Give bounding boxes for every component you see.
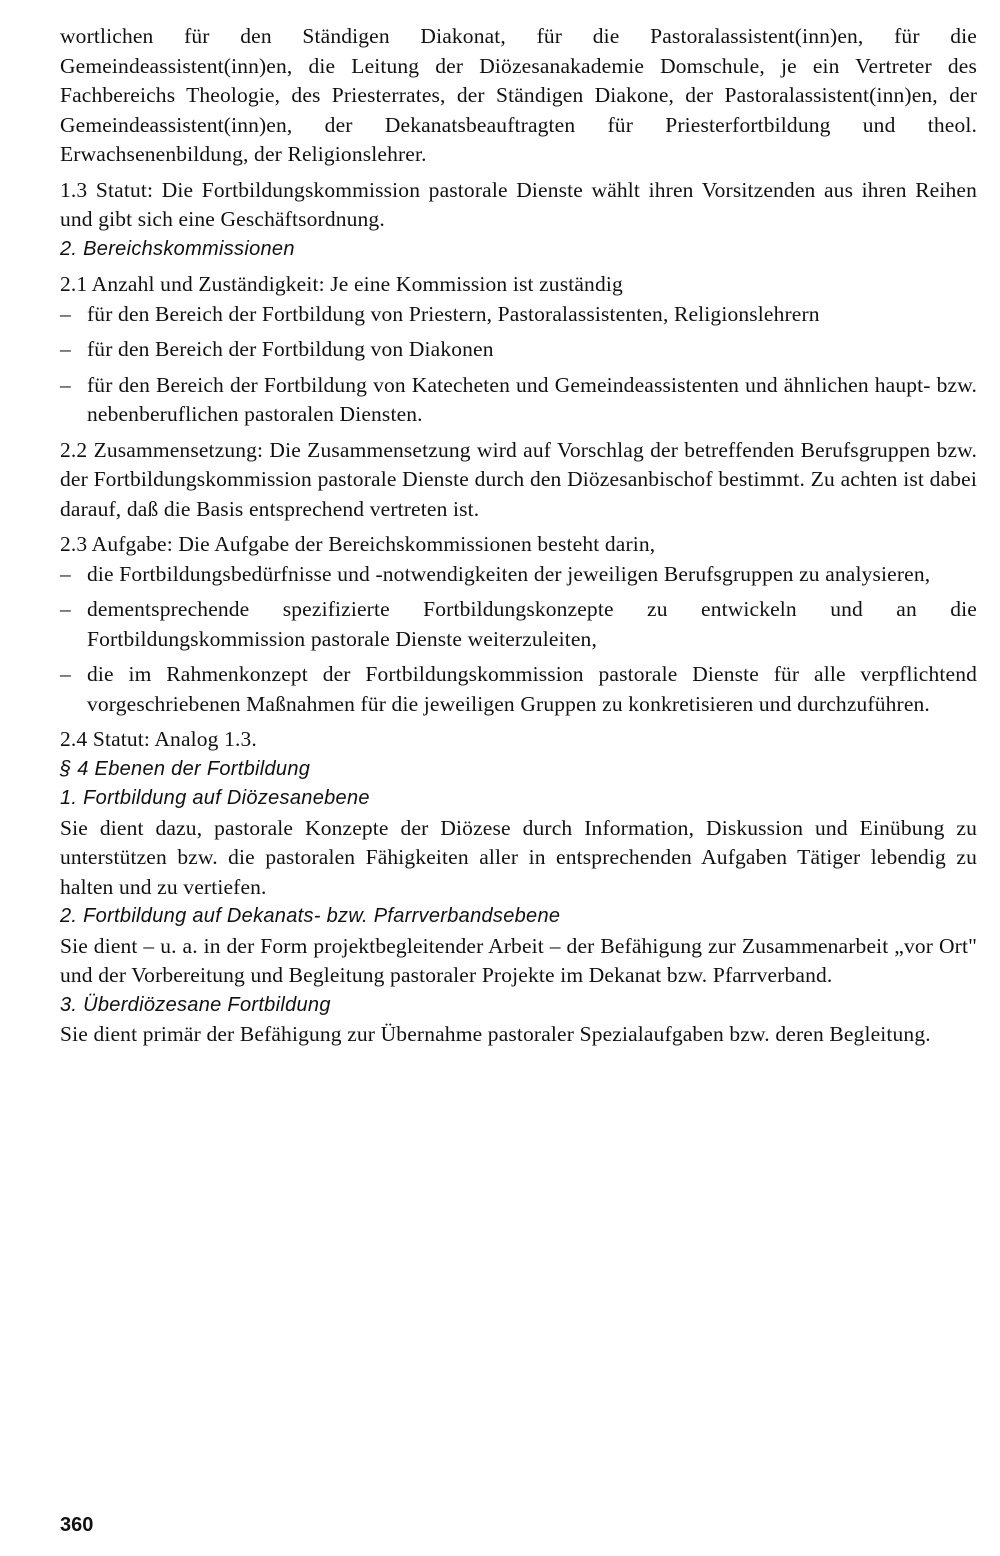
subsection-1-text: Sie dient dazu, pastorale Konzepte der Diözese durch Information, Diskussion und Einübung zu unterstützen bzw. die pastoralen Fähigkeiten aller in entsprechenden Aufgaben Tätiger lebendig zu halten und zu vertiefen. (60, 815, 977, 899)
subsection-2-heading: 2. Fortbildung auf Dekanats- bzw. Pfarrverbandsebene (60, 905, 561, 927)
list-2-1 (60, 300, 977, 430)
section-4-heading: § 4 Ebenen der Fortbildung (60, 757, 311, 780)
list-2-3 (60, 560, 977, 720)
subsection-3-text: Sie dient primär der Befähigung zur Übernahme pastoraler Spezialaufgaben bzw. deren Begleitung. (60, 1022, 931, 1046)
page-number: 360 (60, 1514, 94, 1536)
list-dash: – (60, 337, 71, 361)
document-page (60, 22, 977, 1050)
list-dash: – (60, 561, 71, 586)
subsection-3-heading: 3. Überdiözesane Fortbildung (60, 993, 331, 1016)
list-item-text: die im Rahmenkonzept der Fortbildungskommission pastorale Dienste für alle verpflichtend vorgeschriebenen Maßnahmen für die jeweiligen Gruppen zu konkretisieren und durchzuführen. (87, 662, 977, 716)
list-item (60, 300, 977, 330)
list-item-text: für den Bereich der Fortbildung von Diakonen (87, 337, 494, 361)
subsection-1-heading: 1. Fortbildung auf Diözesanebene (60, 787, 370, 809)
paragraph-2-4: 2.4 Statut: Analog 1.3. (60, 727, 257, 751)
list-item-text: die Fortbildungsbedürfnisse und -notwendigkeiten der jeweiligen Berufsgruppen zu analysieren, (87, 561, 931, 586)
subsection-2-text: Sie dient – u. a. in der Form projektbegleitender Arbeit – der Befähigung zur Zusammenarbeit „vor Ort" und der Vorbereitung und Begleitung pastoraler Projekte im Dekanat bzw. Pfarrverband. (60, 933, 977, 987)
paragraph-2-1: 2.1 Anzahl und Zuständigkeit: Je eine Kommission ist zuständig (60, 272, 623, 296)
list-dash: – (60, 597, 71, 621)
section-2-heading: 2. Bereichskommissionen (60, 237, 295, 260)
list-item (60, 660, 977, 719)
list-dash: – (60, 372, 71, 397)
list-item-text: dementsprechende spezifizierte Fortbildungskonzepte zu entwickeln und an die Fortbildungskommission pastorale Dienste weiterzuleiten, (87, 597, 977, 651)
list-item (60, 560, 977, 590)
list-dash: – (60, 301, 71, 326)
paragraph-2-2: 2.2 Zusammensetzung: Die Zusammensetzung wird auf Vorschlag der betreffenden Berufsgruppen bzw. der Fortbildungskommission pastorale Dienste durch den Diözesanbischof bestimmt. Zu achten ist dabei darauf, daß die Basis entsprechend vertreten ist. (60, 437, 977, 521)
list-item-text: für den Bereich der Fortbildung von Katecheten und Gemeindeassistenten und ähnlichen haupt- bzw. nebenberuflichen pastoralen Diensten. (87, 372, 977, 426)
list-item-text: für den Bereich der Fortbildung von Priestern, Pastoralassistenten, Religionslehrern (87, 301, 820, 326)
list-dash: – (60, 662, 71, 686)
list-item (60, 371, 977, 430)
paragraph-2-3: 2.3 Aufgabe: Die Aufgabe der Bereichskommissionen besteht darin, (60, 532, 656, 556)
list-item (60, 335, 977, 365)
list-item (60, 595, 977, 654)
intro-paragraph: wortlichen für den Ständigen Diakonat, für die Pastoralassistent(inn)en, für die Gemeindeassistent(inn)en, die Leitung der Diözesanakademie Domschule, je ein Vertreter des Fachbereichs Theologie, des Priesterrates, der Ständigen Diakone, der Pastoralassistent(inn)en, der Gemeindeassistent(inn)en, der Dekanatsbeauftragten für Priesterfortbildung und theol. Erwachsenenbildung, der Religionslehrer. (60, 24, 977, 166)
statute-1-3-paragraph: 1.3 Statut: Die Fortbildungskommission pastorale Dienste wählt ihren Vorsitzenden aus ihren Reihen und gibt sich eine Geschäftsordnung. (60, 177, 977, 231)
